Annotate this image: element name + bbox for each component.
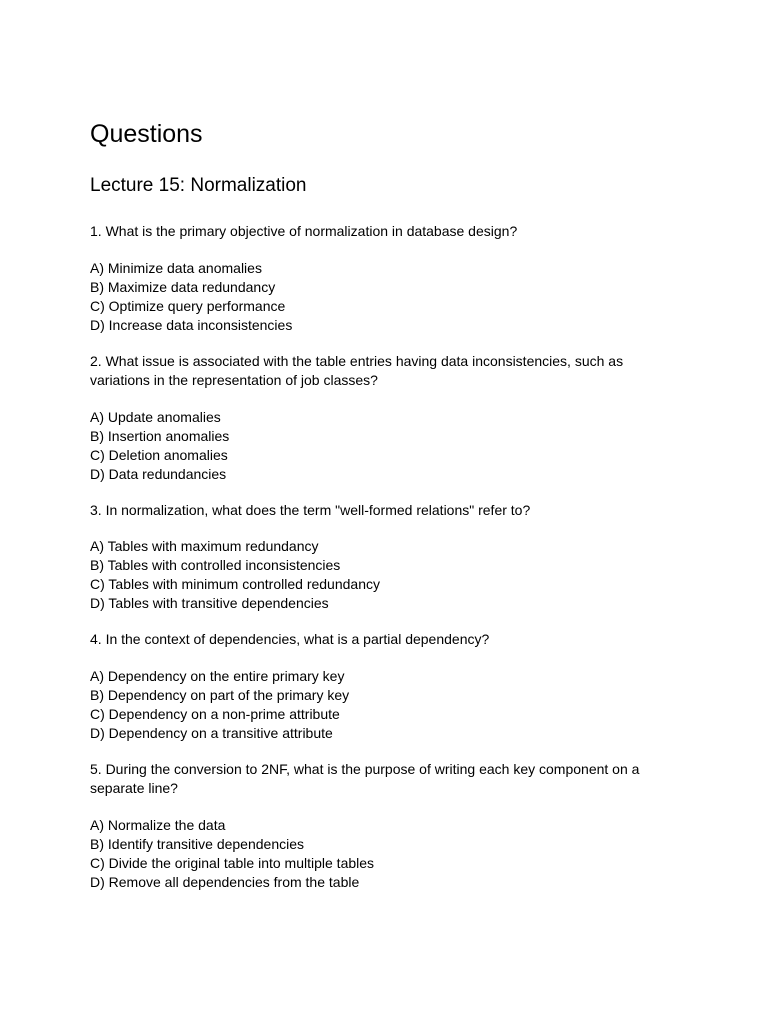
answer-option-a: A) Dependency on the entire primary key	[90, 667, 345, 684]
answer-option-d: D) Tables with transitive dependencies	[90, 595, 329, 611]
answer-option-a: A) Normalize the data	[90, 816, 226, 833]
answer-option-d: D) Data redundancies	[90, 465, 227, 482]
question-1	[90, 222, 678, 335]
answer-options	[90, 259, 678, 335]
answer-option-b: B) Insertion anomalies	[90, 427, 230, 444]
answer-options	[90, 408, 678, 484]
answer-option-b: B) Maximize data redundancy	[90, 278, 276, 295]
answer-option-b: B) Tables with controlled inconsistencies	[90, 557, 341, 573]
answer-option-d: D) Increase data inconsistencies	[90, 316, 293, 333]
question-5	[90, 760, 678, 892]
question-2	[90, 352, 678, 484]
answer-option-c: C) Optimize query performance	[90, 297, 286, 314]
answer-option-c: C) Deletion anomalies	[90, 446, 228, 463]
page-title: Questions	[90, 120, 203, 148]
question-text: 5. During the conversion to 2NF, what is the purpose of writing each key component on a separate line?	[90, 760, 640, 796]
answer-option-c: C) Dependency on a non-prime attribute	[90, 705, 340, 722]
answer-option-c: C) Divide the original table into multiple tables	[90, 854, 375, 871]
answer-option-d: D) Dependency on a transitive attribute	[90, 724, 333, 741]
question-text: 2. What issue is associated with the table entries having data inconsistencies, such as variations in the representation of job classes?	[90, 352, 624, 388]
answer-options	[90, 816, 678, 892]
answer-option-a: A) Tables with maximum redundancy	[90, 538, 319, 554]
answer-option-b: B) Dependency on part of the primary key	[90, 686, 350, 703]
answer-option-b: B) Identify transitive dependencies	[90, 835, 305, 852]
question-3	[90, 501, 678, 614]
answer-option-c: C) Tables with minimum controlled redundancy	[90, 576, 380, 592]
question-4	[90, 630, 678, 743]
answer-options	[90, 667, 678, 743]
answer-option-a: A) Minimize data anomalies	[90, 259, 262, 276]
answer-options	[90, 537, 678, 613]
question-text: 4. In the context of dependencies, what is a partial dependency?	[90, 631, 490, 647]
answer-option-a: A) Update anomalies	[90, 408, 221, 425]
answer-option-d: D) Remove all dependencies from the table	[90, 873, 360, 890]
question-text: 3. In normalization, what does the term "well-formed relations" refer to?	[90, 501, 531, 518]
question-text: 1. What is the primary objective of normalization in database design?	[90, 223, 518, 239]
question-list	[90, 222, 678, 892]
lecture-subtitle: Lecture 15: Normalization	[90, 175, 307, 196]
